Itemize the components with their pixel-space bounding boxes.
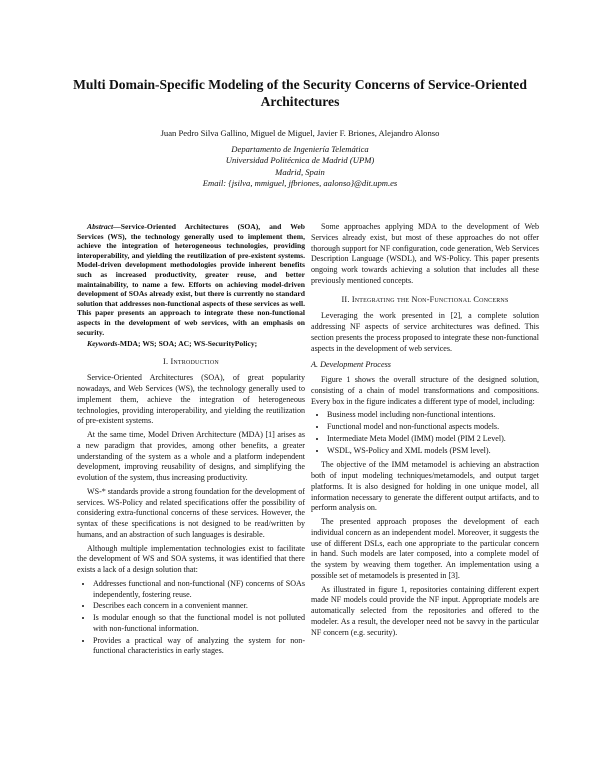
abstract-label: Abstract bbox=[87, 222, 114, 231]
keywords-text: -MDA; WS; SOA; AC; WS-SecurityPolicy; bbox=[117, 339, 258, 349]
list-item: • Addresses functional and non-functional (NF) concerns of SOAs independently, fostering reuse. bbox=[93, 579, 305, 601]
abstract bbox=[77, 222, 305, 337]
list-item: • Functional model and non-functional aspects models. bbox=[327, 422, 539, 433]
list-item: • WSDL, WS-Policy and XML models (PSM level). bbox=[327, 446, 539, 457]
city: Madrid, Spain bbox=[275, 166, 325, 177]
right-column bbox=[311, 222, 539, 641]
department: Departamento de Ingeniería Telemática bbox=[231, 143, 369, 154]
paragraph: The objective of the IMM metamodel is achieving an abstraction both of input modeling techniques/metamodels, and output target platforms. It is also designed for holding in one unique model, all information necessary to generate the different output artifacts, and to perform analysis on. bbox=[311, 460, 539, 513]
paragraph: The presented approach proposes the development of each individual concern as an independent model. Moreover, it suggests the use of different DSLs, each one appropriate to the particular concern in hand. Such models are later composed, into a complete model of the system by weaving them together. An implementation using a possible set of metamodels is presented in [3]. bbox=[311, 517, 539, 580]
paper-title: Multi Domain-Specific Modeling of the Security Concerns of Service-Oriented Architectures bbox=[73, 77, 527, 109]
keywords-label: Keywords bbox=[87, 339, 118, 349]
author-names: Juan Pedro Silva Gallino, Miguel de Miguel, Javier F. Briones, Alejandro Alonso bbox=[160, 128, 440, 138]
bullet-list bbox=[311, 410, 539, 456]
keywords bbox=[77, 339, 305, 349]
list-item: • Provides a practical way of analyzing the system for non-functional characteristics in early stages. bbox=[93, 636, 305, 658]
paragraph: As illustrated in figure 1, repositories containing different expert made NF models could provide the NF input. Appropriate models are automatically selected from the repositories and offered to the modeler. As a result, the developer need not be savvy in the particular NF concern (e.g. security). bbox=[311, 584, 539, 637]
left-column bbox=[77, 222, 305, 661]
list-item: • Is modular enough so that the functional model is not polluted with non-functional information. bbox=[93, 613, 305, 635]
abstract-text: —Service-Oriented Architectures (SOA), and Web Services (WS), the technology generally used to implement them, achieve the integration of heterogeneous technologies, providing interoperability, and yielding the reutilization of pre-existent systems. Model-driven development methodologies provide inherent benefits such as increased productivity, greater reuse, and better maintainability, to name a few. Efforts on achieving model-driven development of SOAs already exist, but there is currently no standard solution that addresses non-functional aspects of these services as well. This paper presents an approach to integrate these non-functional aspects in the development of web services, with an emphasis on security. bbox=[77, 222, 305, 337]
university: Universidad Politécnica de Madrid (UPM) bbox=[225, 155, 375, 166]
paragraph: Figure 1 shows the overall structure of the designed solution, consisting of a chain of model transformations and compositions. Every box in the figure indicates a different type of model, including: bbox=[311, 375, 539, 406]
list-item: • Business model including non-functional intentions. bbox=[327, 410, 539, 421]
author-block bbox=[60, 128, 540, 190]
paragraph: Leveraging the work presented in [2], a complete solution addressing NF aspects of service architectures was defined. This section presents the process proposed to integrate these non-functional aspects in the development of web services. bbox=[311, 311, 539, 353]
section-heading-introduction: I. Introduction bbox=[163, 356, 219, 366]
section-heading-nonfunctional: II. Integrating the Non-Functional Concerns bbox=[341, 294, 509, 304]
paragraph: Some approaches applying MDA to the development of Web Services already exist, but most of these approaches do not offer thorough support for NF configuration, code generation, Web Services Description Language (WSDL), and WS-Policy. This paper presents ongoing work towards achieving a solution that includes all these previously mentioned concepts. bbox=[311, 222, 539, 285]
paragraph: At the same time, Model Driven Architecture (MDA) [1] arises as a new paradigm that provides, among other benefits, a greater understanding of the system as a whole and a platform independent development, improving reusability of designs, and simplifying the evolution of the system, thus increasing productivity. bbox=[77, 430, 305, 483]
subsection-heading: A. Development Process bbox=[311, 360, 391, 370]
paragraph: Service-Oriented Architectures (SOA), of great popularity nowadays, and Web Services (WS), the technology generally used to implement them, achieve the integration of heterogeneous technologies, providing interoperability, and yielding the reutilization of pre-existent systems. bbox=[77, 373, 305, 426]
email: Email: {jsilva, mmiguel, jfbriones, aalonso}@dit.upm.es bbox=[202, 178, 398, 189]
list-item: • Describes each concern in a convenient manner. bbox=[93, 601, 305, 612]
bullet-list bbox=[77, 579, 305, 657]
list-item: • Intermediate Meta Model (IMM) model (PIM 2 Level). bbox=[327, 434, 539, 445]
paragraph: Although multiple implementation technologies exist to facilitate the development of WS and SOA systems, it was identified that there exists a lack of a design solution that: bbox=[77, 543, 305, 575]
paragraph: WS-* standards provide a strong foundation for the development of services. WS-Policy and related specifications offer the possibility of considering extra-functional concerns of these services. However, the syntax of these specifications is not designed to be read/written by humans, and an abstraction of such languages is desirable. bbox=[77, 486, 305, 539]
